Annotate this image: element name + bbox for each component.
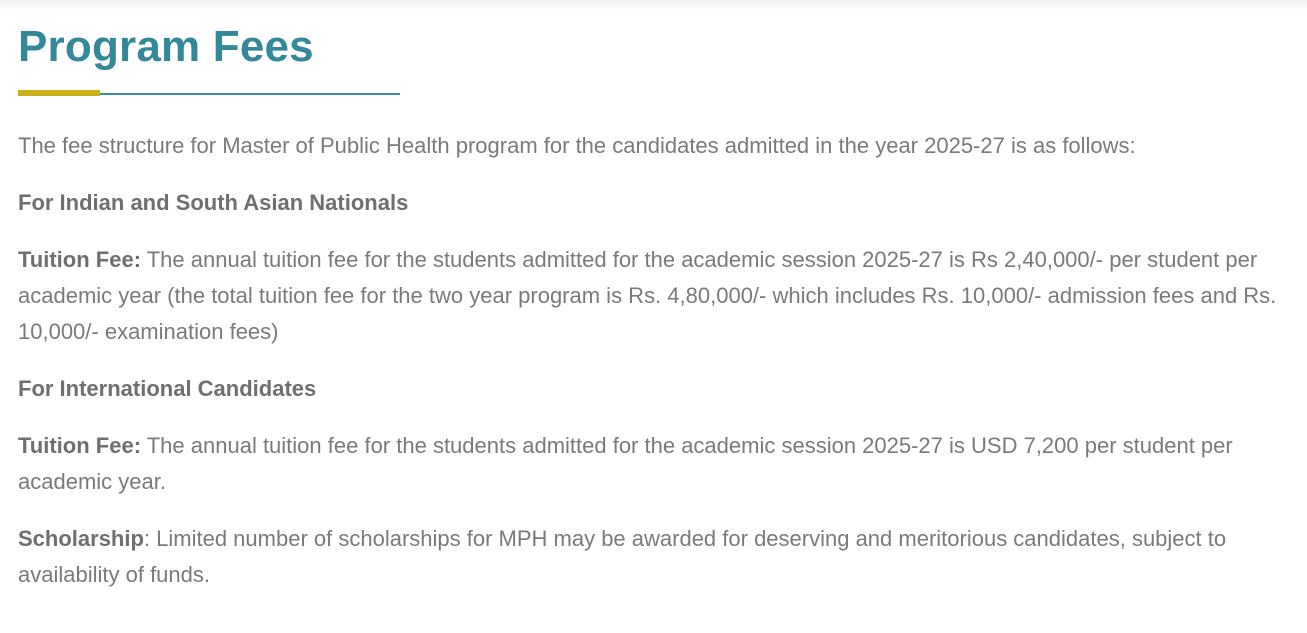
top-shadow [0,0,1307,10]
indian-tuition-paragraph [18,242,1303,350]
program-fees-section [18,20,1303,593]
international-tuition-paragraph [18,428,1303,500]
scholarship-text: : Limited number of scholarships for MPH may be awarded for deserving and meritorious candidates, subject to availability of funds. [18,526,1227,587]
page-title: Program Fees [18,22,314,71]
underline-accent [18,90,100,96]
scholarship-label: Scholarship [18,526,144,551]
intro-paragraph: The fee structure for Master of Public Health program for the candidates admitted in the year 2025-27 is as follows: [18,133,1136,158]
international-candidates-heading: For International Candidates [18,376,317,401]
indian-nationals-heading: For Indian and South Asian Nationals [18,190,409,215]
international-tuition-text: The annual tuition fee for the students admitted for the academic session 2025-27 is USD 7,200 per student per academic year. [18,433,1233,494]
tuition-fee-label: Tuition Fee: [18,247,142,272]
indian-tuition-text: The annual tuition fee for the students admitted for the academic session 2025-27 is Rs 2,40,000/- per student per academic year (the total tuition fee for the two year program is Rs. 4,80,000/- which includes Rs. 10,000/- admission fees and Rs. 10,000/- examination fees) [18,247,1277,344]
title-underline [18,90,400,96]
tuition-fee-label: Tuition Fee: [18,433,142,458]
scholarship-paragraph [18,521,1303,593]
